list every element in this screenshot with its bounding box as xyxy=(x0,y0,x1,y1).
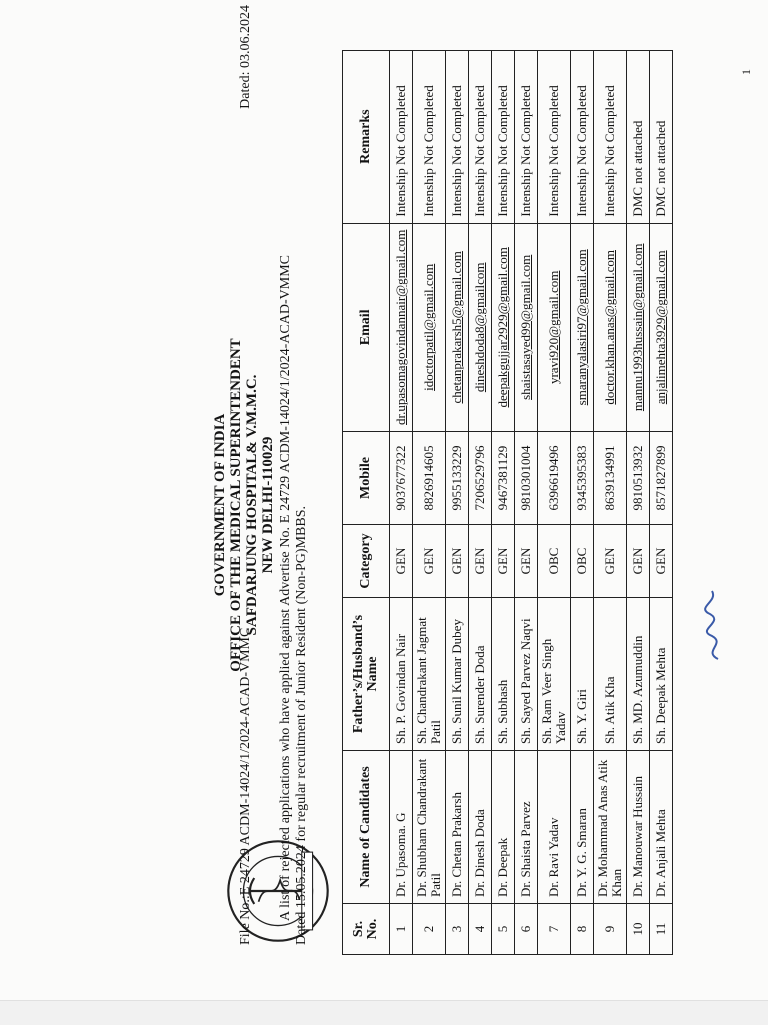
cell-mobile: 8571827899 xyxy=(650,432,673,525)
cell-mobile: 7206529796 xyxy=(469,432,492,525)
heading-line-3: SAFDARJUNG HOSPITAL& V.M.M.C. xyxy=(244,374,260,636)
cell-remarks: Intenship Not Completed xyxy=(469,50,492,223)
cell-father-name: Sh. Sayed Parvez Naqvi xyxy=(515,598,538,751)
cell-email: doctor.khan.anas@gmail.com xyxy=(594,223,627,431)
cell-remarks: Intenship Not Completed xyxy=(594,50,627,223)
table-row xyxy=(390,50,413,954)
cell-remarks: Intenship Not Completed xyxy=(571,50,594,223)
cell-candidate-name: Dr. Shubham Chandrakant Patil xyxy=(413,751,446,904)
cell-remarks: DMC not attached xyxy=(650,50,673,223)
cell-email: idoctorpatil@gmail.com xyxy=(413,223,446,431)
cell-mobile: 9810513932 xyxy=(627,432,650,525)
cell-email: mannu1993hussain@gmail.com xyxy=(627,223,650,431)
cell-email: dineshdoda8@gmailcom xyxy=(469,223,492,431)
cell-sr-no: 2 xyxy=(413,904,446,955)
cell-sr-no: 5 xyxy=(492,904,515,955)
cell-mobile: 9467381129 xyxy=(492,432,515,525)
cell-sr-no: 7 xyxy=(538,904,571,955)
rejected-applications-table xyxy=(342,50,673,955)
cell-father-name: Sh. MD. Azumuddin xyxy=(627,598,650,751)
cell-mobile: 9955133229 xyxy=(446,432,469,525)
cell-candidate-name: Dr. Shaista Parvez xyxy=(515,751,538,904)
cell-father-name: Sh. Deepak Mehta xyxy=(650,598,673,751)
cell-email: deepakgujjar2929@gmail.com xyxy=(492,223,515,431)
table-row xyxy=(571,50,594,954)
cell-sr-no: 4 xyxy=(469,904,492,955)
cell-sr-no: 10 xyxy=(627,904,650,955)
table-row xyxy=(594,50,627,954)
cell-remarks: Intenship Not Completed xyxy=(538,50,571,223)
cell-sr-no: 11 xyxy=(650,904,673,955)
cell-sr-no: 9 xyxy=(594,904,627,955)
cell-candidate-name: Dr. Anjali Mehta xyxy=(650,751,673,904)
header-sr-no: Sr. No. xyxy=(343,904,390,955)
header-father-name: Father’s/Husband’s Name xyxy=(343,598,390,751)
table-row xyxy=(469,50,492,954)
header-email: Email xyxy=(343,223,390,431)
heading-line-1: GOVERNMENT OF INDIA xyxy=(212,413,228,597)
cell-father-name: Sh. Y. Giri xyxy=(571,598,594,751)
cell-email: shaistasayed99@gmail.com xyxy=(515,223,538,431)
cell-mobile: 9810301004 xyxy=(515,432,538,525)
cell-remarks: Intenship Not Completed xyxy=(390,50,413,223)
cell-remarks: Intenship Not Completed xyxy=(446,50,469,223)
cell-email: yravi920@gmail.com xyxy=(538,223,571,431)
intro-paragraph: A list of rejected applications who have applied against Advertise No. E 24729 ACDM-14024/1/2024-ACAD-VMMC Dated 15.05.2024 for regular recruitment of Junior Resident (Non-PG)MBBS. xyxy=(278,255,309,945)
cell-sr-no: 8 xyxy=(571,904,594,955)
cell-candidate-name: Dr. Mohammad Anas Atik Khan xyxy=(594,751,627,904)
cell-father-name: Sh. Subhash xyxy=(492,598,515,751)
cell-email: chetanprakarsh5@gmail.com xyxy=(446,223,469,431)
cell-father-name: Sh. Chandrakant Jagmat Patil xyxy=(413,598,446,751)
table-row xyxy=(492,50,515,954)
cell-category: GEN xyxy=(515,525,538,598)
cell-category: GEN xyxy=(390,525,413,598)
document-page xyxy=(34,5,753,995)
heading-line-4: NEW DELHI-110029 xyxy=(260,436,276,574)
cell-father-name: Sh. Sunil Kumar Dubey xyxy=(446,598,469,751)
cell-candidate-name: Dr. Y. G. Smaran xyxy=(571,751,594,904)
cell-category: GEN xyxy=(594,525,627,598)
cell-father-name: Sh. Ram Veer Singh Yadav xyxy=(538,598,571,751)
cell-remarks: Intenship Not Completed xyxy=(515,50,538,223)
scan-border xyxy=(0,1000,768,1025)
cell-category: OBC xyxy=(538,525,571,598)
cell-mobile: 8826914605 xyxy=(413,432,446,525)
cell-mobile: 8639134991 xyxy=(594,432,627,525)
cell-father-name: Sh. Atik Kha xyxy=(594,598,627,751)
cell-email: smaranyalasiri97@gmail.com xyxy=(571,223,594,431)
cell-mobile: 6396619496 xyxy=(538,432,571,525)
table-row xyxy=(515,50,538,954)
table-row xyxy=(446,50,469,954)
cell-category: GEN xyxy=(446,525,469,598)
cell-sr-no: 6 xyxy=(515,904,538,955)
cell-sr-no: 3 xyxy=(446,904,469,955)
cell-remarks: Intenship Not Completed xyxy=(413,50,446,223)
cell-category: GEN xyxy=(627,525,650,598)
header-mobile: Mobile xyxy=(343,432,390,525)
header-remarks: Remarks xyxy=(343,50,390,223)
cell-candidate-name: Dr. Deepak xyxy=(492,751,515,904)
header-candidate-name: Name of Candidates xyxy=(343,751,390,904)
cell-category: GEN xyxy=(650,525,673,598)
cell-candidate-name: Dr. Dinesh Doda xyxy=(469,751,492,904)
cell-candidate-name: Dr. Manouwar Hussain xyxy=(627,751,650,904)
cell-candidate-name: Dr. Ravi Yadav xyxy=(538,751,571,904)
cell-remarks: DMC not attached xyxy=(627,50,650,223)
page-number: 1 xyxy=(739,69,753,75)
cell-category: OBC xyxy=(571,525,594,598)
cell-email: anjalimehta3929@gmail.com xyxy=(650,223,673,431)
cell-mobile: 9345395383 xyxy=(571,432,594,525)
cell-candidate-name: Dr. Upasoma. G xyxy=(390,751,413,904)
header-category: Category xyxy=(343,525,390,598)
document-date: Dated: 03.06.2024 xyxy=(238,5,253,109)
cell-category: GEN xyxy=(492,525,515,598)
signature-icon xyxy=(688,585,738,665)
table-row xyxy=(650,50,673,954)
cell-email: dr.upasomagovindannair@gmail.com xyxy=(390,223,413,431)
cell-remarks: Intenship Not Completed xyxy=(492,50,515,223)
table-header-row xyxy=(343,50,390,954)
cell-sr-no: 1 xyxy=(390,904,413,955)
cell-candidate-name: Dr. Chetan Prakarsh xyxy=(446,751,469,904)
cell-category: GEN xyxy=(469,525,492,598)
heading-line-2: OFFICE OF THE MEDICAL SUPERINTENDENT xyxy=(228,338,244,672)
table-row xyxy=(538,50,571,954)
cell-mobile: 9037677322 xyxy=(390,432,413,525)
cell-father-name: Sh. Surender Doda xyxy=(469,598,492,751)
cell-father-name: Sh. P. Govindan Nair xyxy=(390,598,413,751)
table-row xyxy=(413,50,446,954)
table-row xyxy=(627,50,650,954)
file-number: File No.:E 24729 ACDM-14024/1/2024-ACAD-VMMC xyxy=(238,627,253,945)
cell-category: GEN xyxy=(413,525,446,598)
